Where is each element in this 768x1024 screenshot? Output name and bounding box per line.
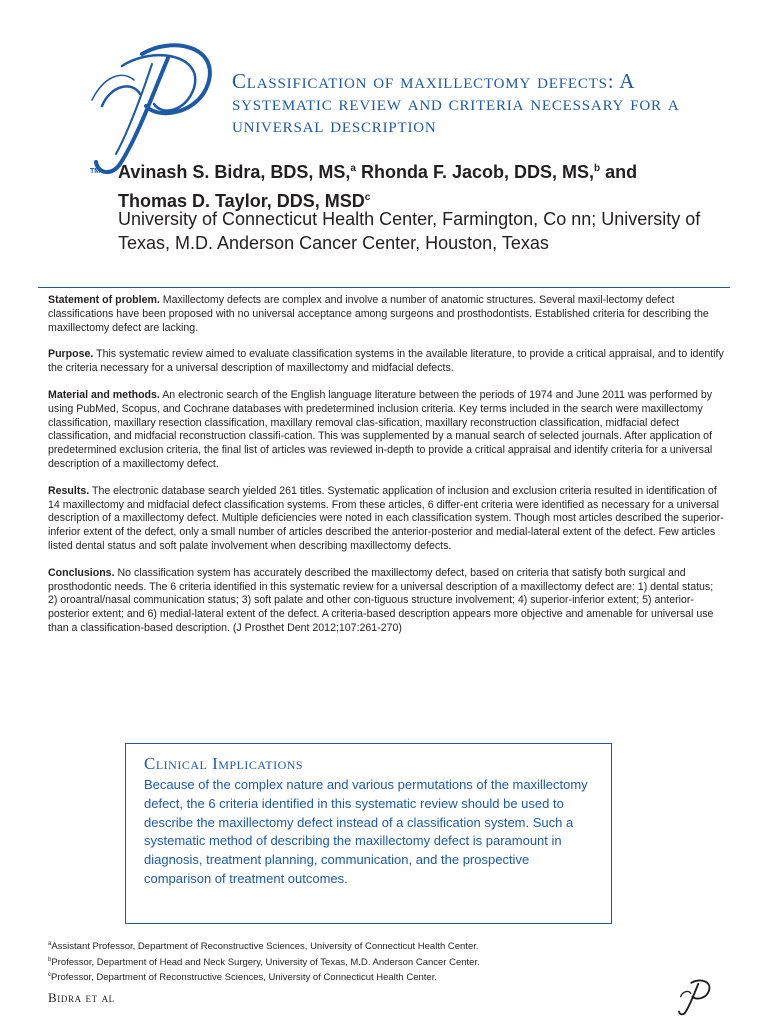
footnote-text: Professor, Department of Reconstructive Sciences, University of Connecticut Health Center. bbox=[51, 972, 437, 984]
affiliations: University of Connecticut Health Center, Farmington, Co nn; University of Texas, M.D. Anderson Cancer Center, Houston, Texas bbox=[118, 209, 701, 253]
author-sup: a bbox=[350, 163, 356, 174]
footnote-sup: c bbox=[48, 972, 51, 979]
section-text: Maxillectomy defects are complex and involve a number of anatomic structures. Several maxil-lectomy defect classifications have been proposed with no universal acceptance among surgeons and prosthodontists. Established criteria for describing the maxillectomy defect are lacking. bbox=[48, 294, 709, 334]
author-sup: b bbox=[593, 163, 601, 174]
divider bbox=[38, 287, 730, 288]
footnote bbox=[48, 938, 728, 954]
journal-logo-small bbox=[672, 978, 716, 1018]
abstract-purpose bbox=[48, 348, 724, 376]
author-taylor: Thomas D. Taylor, DDS, MSD bbox=[118, 191, 365, 211]
footnote-sup: a bbox=[48, 941, 52, 947]
author-sup: c bbox=[364, 192, 371, 203]
abstract bbox=[48, 294, 724, 649]
clinical-implications-heading: Clinical Implications bbox=[144, 754, 304, 773]
author-and: and bbox=[600, 162, 638, 182]
footnote-sup: b bbox=[48, 956, 52, 963]
section-label: Material and methods. bbox=[48, 388, 160, 401]
section-text: This systematic review aimed to evaluate classification systems in the available literature, to provide a critical appraisal, and to identify the criteria necessary for a universal description of maxillectomy and midfacial defects. bbox=[48, 348, 724, 375]
author-jacob: Rhonda F. Jacob, DDS, MS, bbox=[355, 162, 594, 182]
footnote-text: Professor, Department of Head and Neck Surgery, University of Texas, M.D. Anderson Cancer Center. bbox=[51, 956, 480, 968]
section-label: Conclusions. bbox=[48, 566, 115, 579]
footnote-text: Assistant Professor, Department of Reconstructive Sciences, University of Connecticut Health Center. bbox=[51, 941, 479, 953]
trademark-mark: TM bbox=[90, 168, 101, 175]
footnote bbox=[48, 969, 728, 985]
footnotes bbox=[48, 938, 728, 985]
author-list bbox=[118, 156, 738, 214]
section-label: Purpose. bbox=[48, 348, 94, 361]
clinical-implications-box bbox=[125, 743, 612, 924]
abstract-methods bbox=[48, 389, 724, 472]
section-text: An electronic search of the English language literature between the periods of 1974 and June 2011 was performed by using PubMed, Scopus, and Cochrane databases with predetermined inclusion criteria. Key terms included in the search were maxillectomy classification, maxillary resection classification, maxillary removal clas-sification, maxillary reconstruction classification, midfacial defect classification, and midfacial reconstruction classifi-cation. This was supplemented by a manual search of selected journals. After application of predetermined exclusion criteria, the final list of articles was reviewed in-depth to provide a critical appraisal and identify criteria for a universal description of a maxillectomy defect. bbox=[48, 388, 713, 470]
abstract-conclusions bbox=[48, 567, 724, 636]
section-label: Results. bbox=[48, 484, 90, 497]
section-text: No classification system has accurately described the maxillectomy defect, based on criteria that satisfy both surgical and prosthodontic needs. The 6 criteria identified in this systematic review for a universal description of a maxillectomy defect are: 1) dental status; 2) oroantral/nasal communication status; 3) soft palate and other con-tiguous structure involvement; 4) superior-inferior extent; 5) anterior-posterior extent; and 6) medial-lateral extent of the defect. A criteria-based description appears more objective and amenable for universal use than a classification-based description. (J Prosthet Dent 2012;107:261-270) bbox=[48, 566, 714, 634]
running-head: Bidra et al bbox=[48, 990, 115, 1005]
author-bidra: Avinash S. Bidra, BDS, MS, bbox=[118, 162, 351, 182]
abstract-problem bbox=[48, 294, 724, 335]
clinical-implications-text: Because of the complex nature and various permutations of the maxillectomy defect, the 6 criteria identified in this systematic review should be used to describe the maxillectomy defect instead of a classification system. Such a systematic method of describing the maxillectomy defect is paramount in diagnosis, treatment planning, communication, and the prospective comparison of treatment outcomes. bbox=[144, 777, 588, 886]
section-text: The electronic database search yielded 261 titles. Systematic application of inclusion and exclusion criteria resulted in identification of 14 maxillectomy and midfacial defect classification systems. From these articles, 6 differ-ent criteria were identified as necessary for a universal description of a maxillectomy defect. Multiple deficiencies were noted in each classification system. Though most articles described the superior-inferior extent of the defect, only a small number of articles described the anterior-posterior and medial-lateral extent of the defect. Few articles listed dental status and soft palate involvement when describing maxillectomy defects. bbox=[48, 484, 724, 552]
footnote bbox=[48, 954, 728, 970]
section-label: Statement of problem. bbox=[48, 294, 160, 306]
abstract-results bbox=[48, 485, 724, 554]
article-title: Classification of maxillectomy defects: A systematic review and criteria necessary for a universal description bbox=[232, 69, 680, 137]
